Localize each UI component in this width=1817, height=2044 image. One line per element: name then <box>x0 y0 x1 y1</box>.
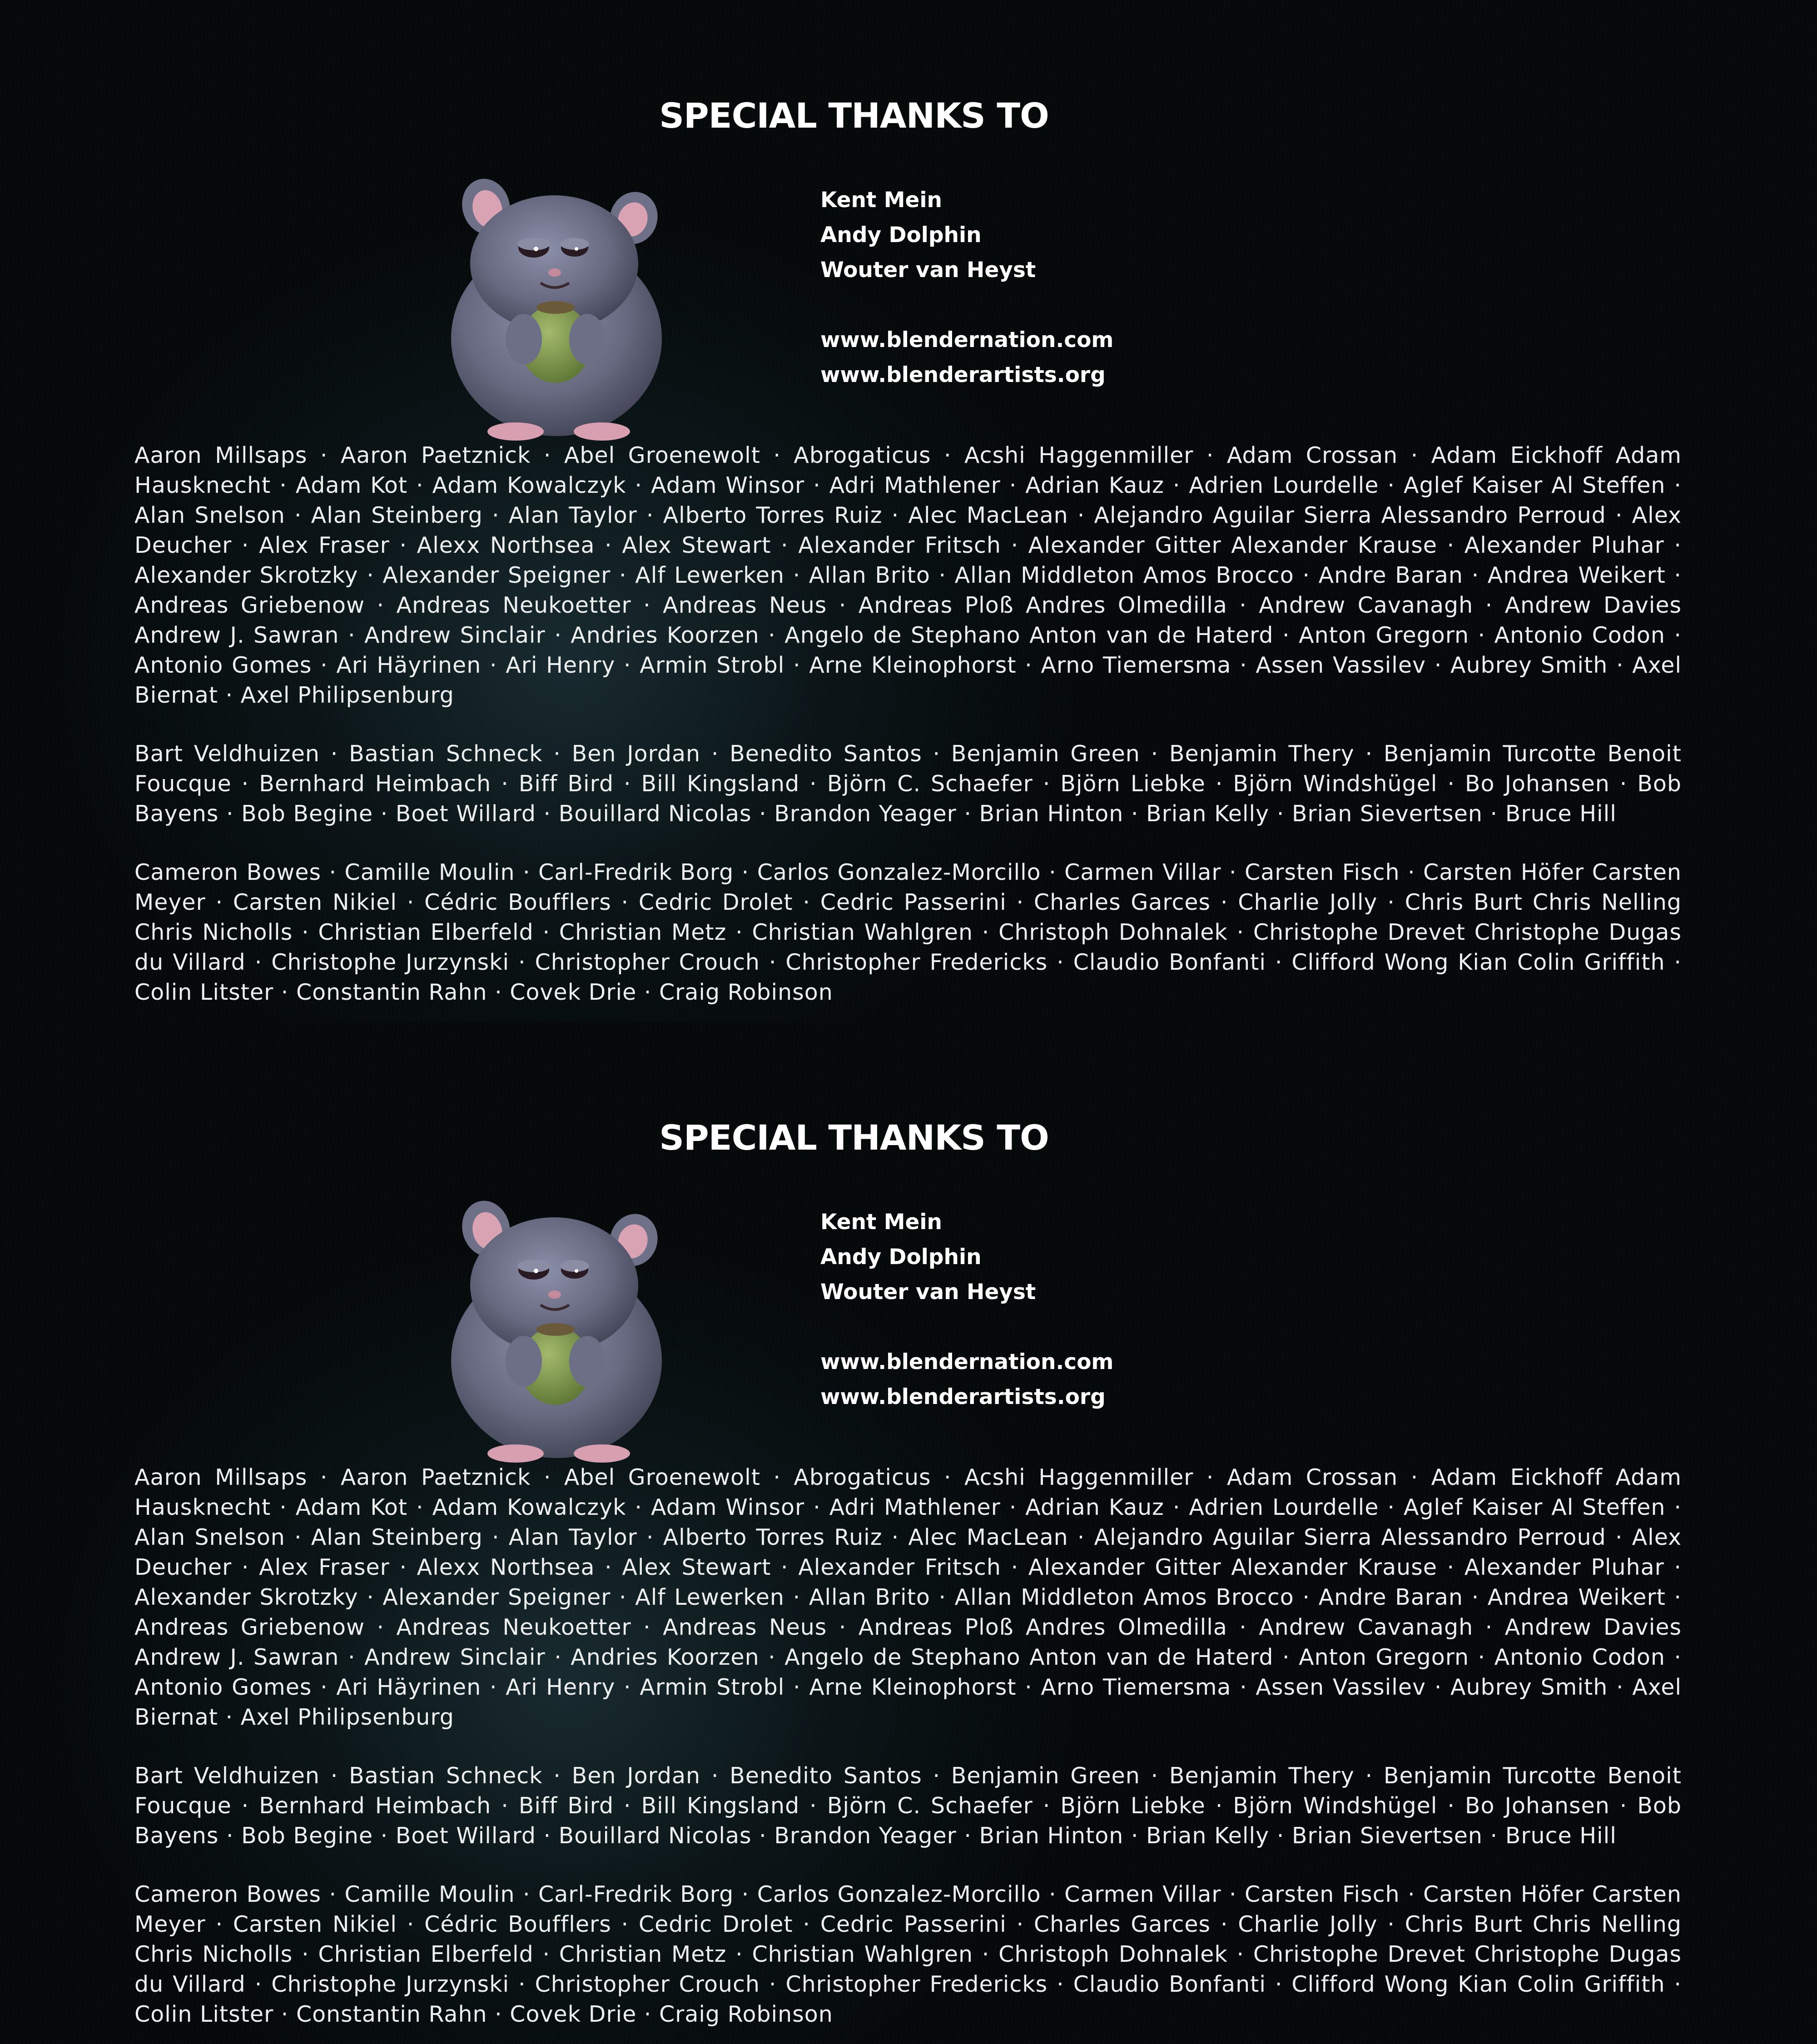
contact-name: Wouter van Heyst <box>820 258 1036 283</box>
names-section-c: Cameron Bowes · Camille Moulin · Carl-Fredrik Borg · Carlos Gonzalez-Morcillo · Carmen Villar · Carsten Fisch · Carsten Höfer Carsten Meyer · Carsten Nikiel · Cédric Boufflers · Cedric Drolet · Cedric Passerini · Charles Garces · Charlie Jolly · Chris Burt Chris Nelling Chris Nicholls · Christian Elberfeld · Christian Metz · Christian Wahlgren · Christoph Dohnalek · Christophe Drevet Christophe Dugas du Villard · Christophe Jurzynski · Christopher Crouch · Christopher Fredericks · Claudio Bonfanti · Clifford Wong Kian Colin Griffith · Colin Litster · Constantin Rahn · Covek Drie · Craig Robinson <box>134 859 1682 1005</box>
credits-title: SPECIAL THANKS TO <box>659 1117 1049 1158</box>
website-link: www.blendernation.com <box>820 1349 1114 1374</box>
names-list <box>134 441 1682 1020</box>
contact-name: Kent Mein <box>820 1210 942 1235</box>
website-link: www.blendernation.com <box>820 327 1114 352</box>
names-section-b: Bart Veldhuizen · Bastian Schneck · Ben Jordan · Benedito Santos · Benjamin Green · Benjamin Thery · Benjamin Turcotte Benoit Foucque · Bernhard Heimbach · Biff Bird · Bill Kingsland · Björn C. Schaefer · Björn Liebke · Björn Windshügel · Bo Johansen · Bob Bayens · Bob Begine · Boet Willard · Bouillard Nicolas · Brandon Yeager · Brian Hinton · Brian Kelly · Brian Sievertsen · Bruce Hill <box>134 741 1682 827</box>
chinchilla-mascot-icon <box>443 1197 679 1465</box>
credits-title: SPECIAL THANKS TO <box>659 95 1049 136</box>
website-link: www.blenderartists.org <box>820 362 1106 387</box>
website-link: www.blenderartists.org <box>820 1384 1106 1409</box>
contacts-block <box>820 1205 1113 1414</box>
names-section-b: Bart Veldhuizen · Bastian Schneck · Ben Jordan · Benedito Santos · Benjamin Green · Benjamin Thery · Benjamin Turcotte Benoit Foucque · Bernhard Heimbach · Biff Bird · Bill Kingsland · Björn C. Schaefer · Björn Liebke · Björn Windshügel · Bo Johansen · Bob Bayens · Bob Begine · Boet Willard · Bouillard Nicolas · Brandon Yeager · Brian Hinton · Brian Kelly · Brian Sievertsen · Bruce Hill <box>134 1763 1682 1849</box>
chinchilla-mascot-icon <box>443 175 679 443</box>
credits-frame-bottom <box>0 1022 1817 2044</box>
names-section-c: Cameron Bowes · Camille Moulin · Carl-Fredrik Borg · Carlos Gonzalez-Morcillo · Carmen Villar · Carsten Fisch · Carsten Höfer Carsten Meyer · Carsten Nikiel · Cédric Boufflers · Cedric Drolet · Cedric Passerini · Charles Garces · Charlie Jolly · Chris Burt Chris Nelling Chris Nicholls · Christian Elberfeld · Christian Metz · Christian Wahlgren · Christoph Dohnalek · Christophe Drevet Christophe Dugas du Villard · Christophe Jurzynski · Christopher Crouch · Christopher Fredericks · Claudio Bonfanti · Clifford Wong Kian Colin Griffith · Colin Litster · Constantin Rahn · Covek Drie · Craig Robinson <box>134 1881 1682 2027</box>
contact-name: Wouter van Heyst <box>820 1280 1036 1305</box>
contact-name: Andy Dolphin <box>820 1245 982 1270</box>
names-section-a: Aaron Millsaps · Aaron Paetznick · Abel Groenewolt · Abrogaticus · Acshi Haggenmiller · Adam Crossan · Adam Eickhoff Adam Hausknecht · Adam Kot · Adam Kowalczyk · Adam Winsor · Adri Mathlener · Adrian Kauz · Adrien Lourdelle · Aglef Kaiser Al Steffen · Alan Snelson · Alan Steinberg · Alan Taylor · Alberto Torres Ruiz · Alec MacLean · Alejandro Aguilar Sierra Alessandro Perroud · Alex Deucher · Alex Fraser · Alexx Northsea · Alex Stewart · Alexander Fritsch · Alexander Gitter Alexander Krause · Alexander Pluhar · Alexander Skrotzky · Alexander Speigner · Alf Lewerken · Allan Brito · Allan Middleton Amos Brocco · Andre Baran · Andrea Weikert · Andreas Griebenow · Andreas Neukoetter · Andreas Neus · Andreas Ploß Andres Olmedilla · Andrew Cavanagh · Andrew Davies Andrew J. Sawran · Andrew Sinclair · Andries Koorzen · Angelo de Stephano Anton van de Haterd · Anton Gregorn · Antonio Codon · Antonio Gomes · Ari Häyrinen · Ari Henry · Armin Strobl · Arne Kleinophorst · Arno Tiemersma · Assen Vassilev · Aubrey Smith · Axel Biernat · Axel Philipsenburg <box>134 1464 1682 1730</box>
contacts-block <box>820 183 1113 392</box>
names-list <box>134 1463 1682 2042</box>
contact-name: Kent Mein <box>820 188 942 213</box>
names-section-a: Aaron Millsaps · Aaron Paetznick · Abel Groenewolt · Abrogaticus · Acshi Haggenmiller · Adam Crossan · Adam Eickhoff Adam Hausknecht · Adam Kot · Adam Kowalczyk · Adam Winsor · Adri Mathlener · Adrian Kauz · Adrien Lourdelle · Aglef Kaiser Al Steffen · Alan Snelson · Alan Steinberg · Alan Taylor · Alberto Torres Ruiz · Alec MacLean · Alejandro Aguilar Sierra Alessandro Perroud · Alex Deucher · Alex Fraser · Alexx Northsea · Alex Stewart · Alexander Fritsch · Alexander Gitter Alexander Krause · Alexander Pluhar · Alexander Skrotzky · Alexander Speigner · Alf Lewerken · Allan Brito · Allan Middleton Amos Brocco · Andre Baran · Andrea Weikert · Andreas Griebenow · Andreas Neukoetter · Andreas Neus · Andreas Ploß Andres Olmedilla · Andrew Cavanagh · Andrew Davies Andrew J. Sawran · Andrew Sinclair · Andries Koorzen · Angelo de Stephano Anton van de Haterd · Anton Gregorn · Antonio Codon · Antonio Gomes · Ari Häyrinen · Ari Henry · Armin Strobl · Arne Kleinophorst · Arno Tiemersma · Assen Vassilev · Aubrey Smith · Axel Biernat · Axel Philipsenburg <box>134 442 1682 708</box>
contact-name: Andy Dolphin <box>820 223 982 248</box>
